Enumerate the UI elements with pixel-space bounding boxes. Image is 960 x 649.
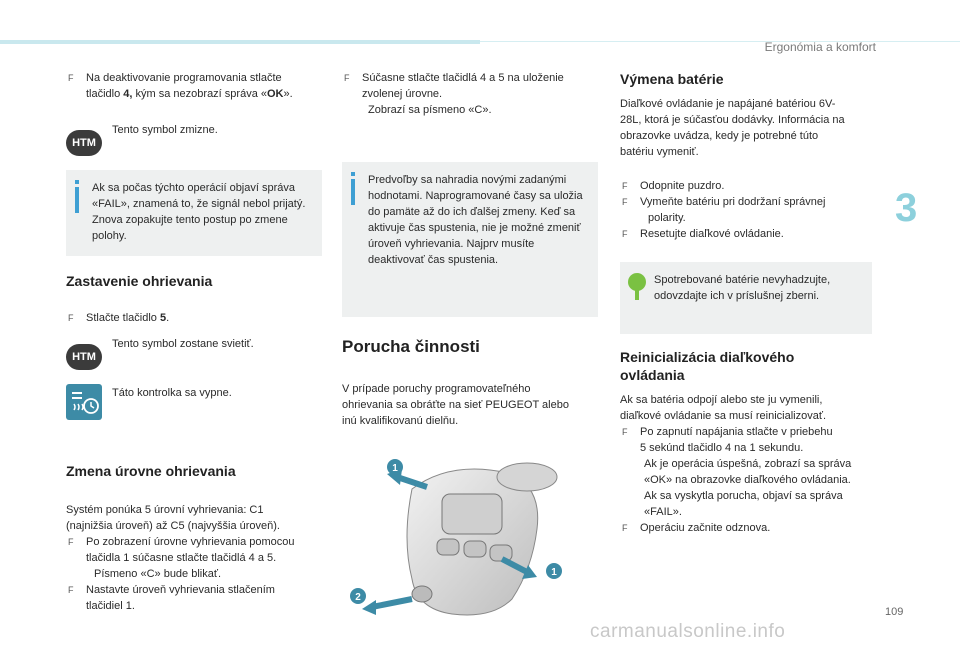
header-accent-bar: [0, 40, 480, 44]
symbol-text: Tento symbol zostane svietiť.: [112, 338, 254, 350]
symbol-text: Tento symbol zmizne.: [112, 124, 218, 136]
list-item-cont: Ak je operácia úspešná, zobrazí sa správa: [644, 458, 852, 470]
list-item: F Operáciu začnite odznova.: [620, 520, 878, 536]
callout-label: 1: [392, 463, 398, 474]
info-box: Predvoľby sa nahradia novými zadanými hodnotami. Naprogramované časy sa uložia do pamäte až do ich ďalšej zmeny. Keď sa aktivuje čas spustenia, nie je možné zmeniť úroveň vyhrievania. Najprv musíte deaktivovať čas spustenia.: [342, 162, 598, 317]
list-item-cont: 5 sekúnd tlačidlo 4 na 1 sekundu.: [640, 442, 804, 454]
symbol-row: [66, 118, 324, 156]
tree-icon: [626, 272, 648, 302]
paragraph: V prípade poruchy programovateľného ohrievania sa obráťte na sieť PEUGEOT alebo inú kvalifikovanú dielňu.: [342, 383, 569, 427]
list-item: F Odopnite puzdro.: [620, 178, 878, 194]
list-item-cont: Zobrazí sa písmeno «C».: [368, 104, 492, 116]
paragraph: (najnižšia úroveň) až C5 (najvyššia úroveň).: [66, 520, 280, 532]
heading-level: Zmena úrovne ohrievania: [66, 463, 236, 479]
column-2: [342, 70, 600, 619]
list-item: F Resetujte diaľkové ovládanie.: [620, 226, 878, 242]
callout-label: 2: [355, 592, 361, 603]
remote-illustration: [342, 449, 572, 619]
list-item: F Na deaktivovanie programovania stlačte: [66, 70, 324, 86]
info-box: Ak sa počas týchto operácií objaví správa «FAIL», znamená to, že signál nebol prijatý. Znova zopakujte tento postup po zmene polohy.: [66, 170, 322, 256]
symbol-row: [66, 332, 324, 370]
column-3: [620, 70, 878, 536]
list-item: F Po zobrazení úrovne vyhrievania pomocou: [66, 534, 324, 550]
page-number: 109: [885, 606, 904, 618]
list-item-cont: Písmeno «C» bude blikať.: [94, 568, 222, 580]
list-item: F Stlačte tlačidlo 5.: [66, 310, 324, 326]
list-item-cont: «FAIL».: [644, 506, 682, 518]
chapter-number: 3: [895, 186, 918, 230]
list-item: F Nastavte úroveň vyhrievania stlačením: [66, 582, 324, 598]
htm-icon: HTM: [66, 130, 102, 156]
list-item-cont: «OK» na obrazovke diaľkového ovládania.: [644, 474, 851, 486]
list-item-cont: tlačidla 1 súčasne stlačte tlačidlá 4 a 5.: [86, 552, 277, 564]
heading-stop: Zastavenie ohrievania: [66, 273, 213, 289]
paragraph: Ak sa batéria odpojí alebo ste ju vymenili, diaľkové ovládanie sa musí reinicializovať.: [620, 394, 827, 422]
list-item: F Po zapnutí napájania stlačte v priebehu: [620, 424, 878, 440]
info-icon: [351, 172, 355, 206]
paragraph: Systém ponúka 5 úrovní vyhrievania: C1: [66, 504, 264, 516]
symbol-row: [66, 382, 324, 420]
paragraph: Diaľkové ovládanie je napájané batériou 6V-28L, ktorá je súčasťou dodávky. Informácia na obrazovke uvádza, kedy je potrebné túto batériu vymeniť.: [620, 98, 845, 158]
htm-icon: HTM: [66, 344, 102, 370]
list-item-cont: zvolenej úrovne.: [362, 88, 443, 100]
column-1: [66, 70, 324, 614]
section-title: Ergonómia a komfort: [764, 40, 876, 54]
symbol-text: Táto kontrolka sa vypne.: [112, 387, 232, 399]
heading-reinit: Reinicializácia diaľkového ovládania: [620, 349, 795, 383]
watermark: carmanualsonline.info: [590, 621, 786, 642]
list-item-cont: tlačidiel 1.: [86, 600, 135, 612]
callout-label: 1: [551, 567, 557, 578]
info-icon: [75, 180, 79, 214]
heading-fault: Porucha činnosti: [342, 337, 480, 356]
eco-box: Spotrebované batérie nevyhadzujte, odovzdajte ich v príslušnej zberni.: [620, 262, 872, 334]
list-item: F Vymeňte batériu pri dodržaní správnej: [620, 194, 878, 210]
list-item-cont: Ak sa vyskytla porucha, objaví sa správa: [644, 490, 843, 502]
header-rule: [480, 41, 960, 42]
list-item: F Súčasne stlačte tlačidlá 4 a 5 na uloženie: [342, 70, 600, 86]
heading-battery: Výmena batérie: [620, 71, 724, 87]
list-item-cont: polarity.: [648, 212, 686, 224]
heating-lamp-icon: [66, 384, 102, 420]
list-item-cont: tlačidlo 4, kým sa nezobrazí správa «OK».: [86, 88, 293, 100]
